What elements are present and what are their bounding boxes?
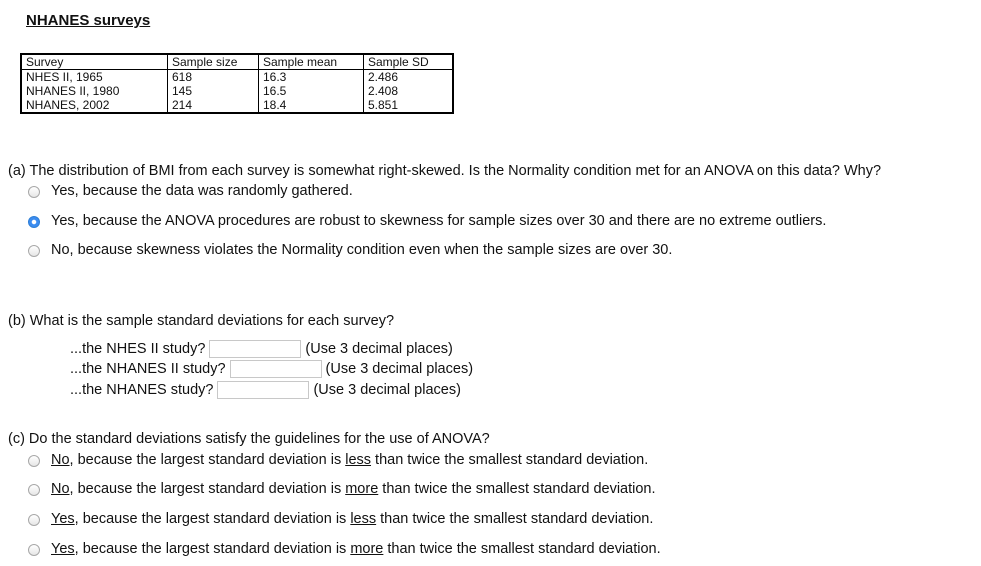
survey-table — [20, 53, 454, 114]
option-label — [51, 510, 653, 528]
sd-row-nhanes-ii — [70, 360, 473, 378]
table-cell: 2.408 — [364, 84, 454, 98]
option-c-4[interactable] — [28, 540, 661, 558]
sd-input-nhanes-ii[interactable] — [230, 360, 322, 378]
table-cell: 16.5 — [259, 84, 364, 98]
option-key: less — [345, 452, 372, 468]
option-a-1[interactable] — [28, 182, 353, 200]
table-cell: 145 — [168, 84, 259, 98]
option-a-3[interactable] — [28, 241, 672, 259]
option-lead: Yes — [51, 511, 75, 527]
option-key: less — [350, 511, 377, 527]
sd-label: ...the NHANES study? — [70, 382, 214, 398]
table-cell: NHANES II, 1980 — [21, 84, 168, 98]
radio-button[interactable] — [28, 484, 40, 496]
option-label: Yes, because the data was randomly gathered. — [51, 183, 353, 199]
option-label — [51, 451, 648, 469]
radio-button-selected[interactable] — [28, 216, 40, 228]
table-header-row — [21, 54, 453, 70]
option-c-3[interactable] — [28, 510, 653, 528]
radio-button[interactable] — [28, 245, 40, 257]
table-cell: NHANES, 2002 — [21, 98, 168, 113]
sd-hint: (Use 3 decimal places) — [313, 382, 461, 398]
option-lead: No — [51, 452, 70, 468]
page-title: NHANES surveys — [26, 12, 151, 29]
option-label — [51, 480, 656, 498]
sd-input-nhanes[interactable] — [217, 381, 309, 399]
option-lead: No — [51, 481, 70, 497]
option-tail: than twice the smallest standard deviation. — [383, 541, 661, 557]
radio-button[interactable] — [28, 544, 40, 556]
option-a-2[interactable] — [28, 212, 826, 230]
option-c-2[interactable] — [28, 480, 656, 498]
sd-label: ...the NHES II study? — [70, 341, 206, 357]
sd-hint: (Use 3 decimal places) — [325, 361, 474, 377]
table-row — [21, 70, 453, 85]
question-a: (a) The distribution of BMI from each survey is somewhat right-skewed. Is the Normality condition met for an ANOVA on this data? Why? — [8, 163, 882, 179]
option-mid: , because the largest standard deviation is — [74, 511, 351, 527]
option-key: more — [345, 481, 379, 497]
sd-row-nhanes — [70, 381, 461, 399]
option-key: more — [350, 541, 384, 557]
table-cell: 214 — [168, 98, 259, 113]
table-cell: 18.4 — [259, 98, 364, 113]
table-cell: 2.486 — [364, 70, 454, 85]
option-lead: Yes — [51, 541, 75, 557]
radio-button[interactable] — [28, 514, 40, 526]
option-tail: than twice the smallest standard deviation. — [378, 481, 656, 497]
sd-label: ...the NHANES II study? — [70, 361, 226, 377]
table-row — [21, 98, 453, 113]
option-mid: , because the largest standard deviation is — [69, 452, 346, 468]
table-cell: 618 — [168, 70, 259, 85]
question-b: (b) What is the sample standard deviations for each survey? — [8, 313, 395, 329]
option-mid: , because the largest standard deviation is — [69, 481, 346, 497]
table-cell: 5.851 — [364, 98, 454, 113]
column-header: Sample SD — [364, 54, 454, 70]
table-cell: NHES II, 1965 — [21, 70, 168, 85]
option-c-1[interactable] — [28, 451, 648, 469]
table-cell: 16.3 — [259, 70, 364, 85]
column-header: Sample mean — [259, 54, 364, 70]
sd-hint: (Use 3 decimal places) — [305, 341, 453, 357]
option-mid: , because the largest standard deviation is — [74, 541, 351, 557]
question-c: (c) Do the standard deviations satisfy the guidelines for the use of ANOVA? — [8, 431, 490, 447]
option-label: Yes, because the ANOVA procedures are robust to skewness for sample sizes over 30 and there are no extreme outliers. — [51, 213, 827, 229]
option-label — [51, 540, 661, 558]
column-header: Survey — [21, 54, 168, 70]
radio-button[interactable] — [28, 455, 40, 467]
column-header: Sample size — [168, 54, 259, 70]
sd-row-nhes — [70, 340, 453, 358]
option-tail: than twice the smallest standard deviation. — [376, 511, 654, 527]
sd-input-nhes[interactable] — [209, 340, 301, 358]
option-tail: than twice the smallest standard deviation. — [371, 452, 649, 468]
option-label: No, because skewness violates the Normality condition even when the sample sizes are over 30. — [51, 242, 673, 258]
radio-button[interactable] — [28, 186, 40, 198]
table-row — [21, 84, 453, 98]
